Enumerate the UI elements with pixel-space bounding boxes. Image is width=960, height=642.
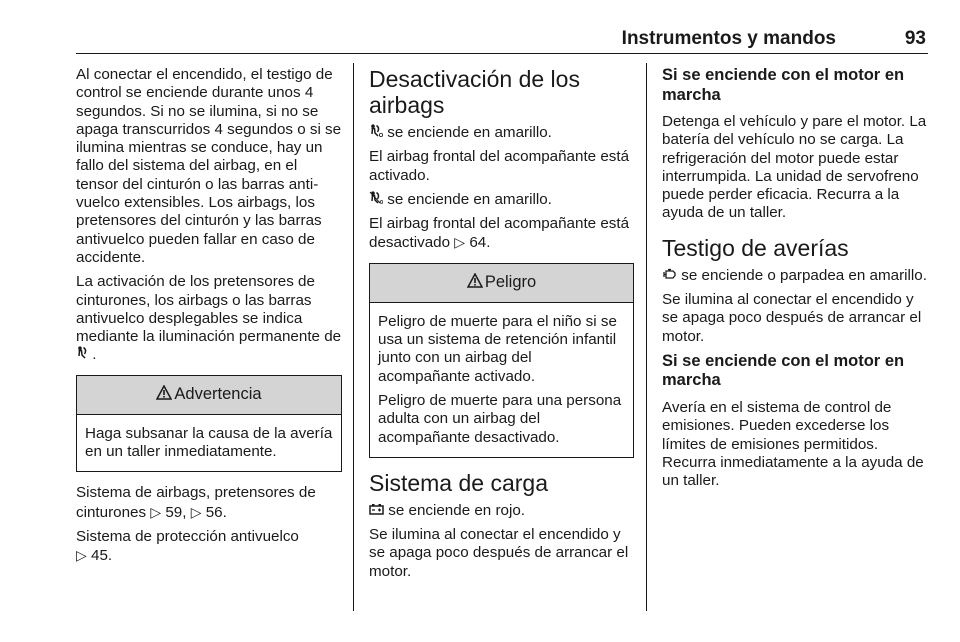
column-1 bbox=[76, 66, 342, 572]
reference-arrow-icon: ▷ bbox=[454, 234, 466, 251]
page-header bbox=[76, 27, 928, 54]
section-title: Instrumentos y mandos bbox=[621, 28, 836, 49]
paragraph: Sistema de protección antivuelco ▷ 45. bbox=[76, 527, 299, 565]
danger-title: Peligro bbox=[484, 273, 537, 292]
reference-arrow-icon: ▷ bbox=[76, 547, 87, 564]
paragraph: se enciende en rojo. bbox=[369, 502, 634, 520]
danger-box-header bbox=[370, 264, 633, 303]
subheading: Si se enciende con el motor en marcha bbox=[662, 66, 905, 104]
warning-box bbox=[76, 375, 342, 473]
airbag-on-icon bbox=[369, 124, 387, 141]
warning-triangle-icon bbox=[467, 273, 483, 293]
engine-icon bbox=[662, 267, 681, 284]
warning-triangle-icon bbox=[156, 385, 172, 405]
reference-arrow-icon: ▷ bbox=[190, 503, 202, 520]
warning-text: Haga subsanar la causa de la avería en un taller inmediatamente. bbox=[85, 424, 333, 461]
paragraph: Sistema de airbags, pretensores de cinturones ▷ 59, ▷ 56. bbox=[76, 484, 316, 521]
paragraph: Se ilumina al conectar el encendido y se apaga poco después de arrancar el motor. bbox=[369, 526, 629, 580]
paragraph: El airbag frontal del acompañante está desactivado ▷ 64. bbox=[369, 215, 630, 252]
airbag-icon bbox=[76, 346, 92, 363]
danger-text: Peligro de muerte para una persona adulta con un airbag del acompañante desactivado. bbox=[378, 391, 622, 446]
paragraph: Al conectar el encendido, el testigo de control se enciende durante unos 4 segundos. Si no se ilumina, si no se apaga transcurridos 4 segundos o si se ilumina mientras se conduce, hay un fallo del sistema del airbag, en el tensor del cinturón o las barras antivuelco extensibles. Los airbags, los pretensores del cinturón y las barras antivuelco pueden fallar en caso de accidente. bbox=[76, 66, 342, 266]
subheading: Si se enciende con el motor en marcha bbox=[662, 351, 905, 390]
paragraph: Avería en el sistema de control de emisiones. Pueden excederse los límites de emisiones permitidos. Recurra inmediatamente a la ayuda de un taller. bbox=[662, 398, 924, 490]
paragraph: Detenga el vehículo y pare el motor. La batería del vehículo no se carga. La refrigeración del motor puede estar interrumpida. La unidad de servofreno puede perder eficacia. Recurra a la ayuda de un taller. bbox=[662, 113, 927, 222]
page-reference[interactable]: 45. bbox=[91, 547, 113, 565]
warning-box-header bbox=[77, 376, 341, 415]
danger-box bbox=[369, 263, 634, 458]
section-heading: Testigo de averías bbox=[662, 234, 849, 261]
paragraph: se enciende en amarillo. bbox=[369, 124, 634, 142]
warning-title: Advertencia bbox=[174, 385, 262, 404]
page-reference[interactable]: 59, bbox=[165, 503, 187, 521]
reference-arrow-icon: ▷ bbox=[150, 503, 162, 520]
section-heading: Sistema de carga bbox=[369, 469, 548, 496]
column-2 bbox=[369, 66, 634, 587]
paragraph: La activación de los pretensores de cinturones, los airbags o las barras antivuelco desplegables se indica mediante la iluminación permanente de . bbox=[76, 273, 342, 364]
paragraph: se enciende o parpadea en amarillo. bbox=[662, 267, 927, 285]
paragraph: Se ilumina al conectar el encendido y se apaga poco después de arrancar el motor. bbox=[662, 291, 922, 345]
column-divider bbox=[646, 63, 647, 611]
danger-text: Peligro de muerte para el niño si se usa un sistema de retención infantil junto con un airbag del acompañante activado. bbox=[378, 312, 617, 385]
page-reference[interactable]: 56. bbox=[205, 503, 227, 521]
page-number: 93 bbox=[904, 28, 926, 49]
paragraph: se enciende en amarillo. bbox=[369, 191, 634, 209]
paragraph: El airbag frontal del acompañante está activado. bbox=[369, 148, 630, 184]
column-3 bbox=[662, 66, 927, 496]
airbag-off-icon bbox=[369, 191, 387, 208]
battery-icon bbox=[369, 502, 388, 519]
page-reference[interactable]: 64. bbox=[469, 234, 491, 252]
section-heading: Desactivación de los airbags bbox=[369, 66, 580, 118]
column-divider bbox=[353, 63, 354, 611]
